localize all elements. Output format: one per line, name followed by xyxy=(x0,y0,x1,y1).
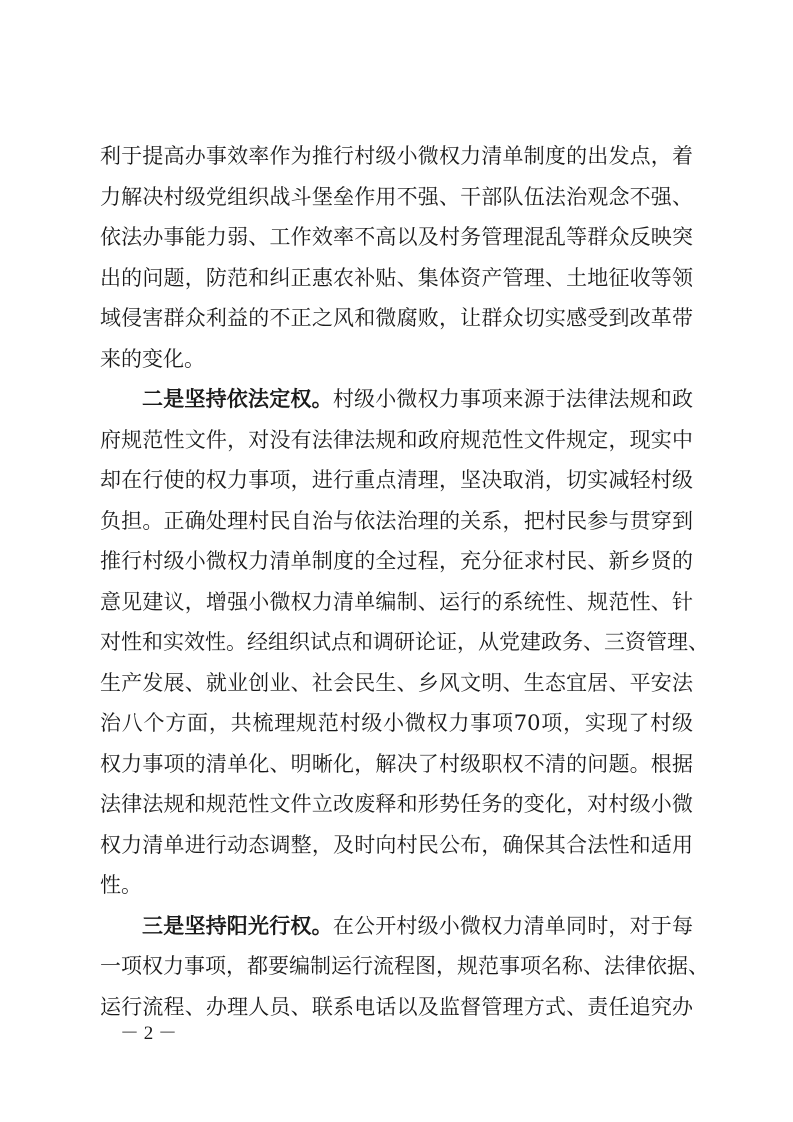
paragraph-line: 性。 xyxy=(100,873,142,897)
section-3-first-line xyxy=(142,907,693,945)
paragraph-line: 负担。正确处理村民自治与依法治理的关系，把村民参与贯穿到 xyxy=(100,509,693,533)
paragraph-text: 村级小微权力事项来源于法律法规和政 xyxy=(332,387,694,411)
paragraph-line: 却在行使的权力事项，进行重点清理，坚决取消，切实减轻村级 xyxy=(100,468,693,492)
paragraph-line: 生产发展、就业创业、社会民生、乡风文明、生态宜居、平安法 xyxy=(100,671,693,695)
paragraph-line: 府规范性文件，对没有法律法规和政府规范性文件规定，现实中 xyxy=(100,428,693,452)
section-3-heading: 三是坚持阳光行权。 xyxy=(142,914,333,938)
paragraph-line: 出的问题，防范和纠正惠农补贴、集体资产管理、土地征收等领 xyxy=(100,266,693,290)
paragraph-line: 一项权力事项，都要编制运行流程图，规范事项名称、法律依据、 xyxy=(100,954,709,978)
page-number: － 2 － xyxy=(120,1023,178,1044)
section-2-first-line xyxy=(142,380,693,418)
section-2-heading: 二是坚持依法定权。 xyxy=(142,387,333,411)
paragraph-line: 权力清单进行动态调整，及时向村民公布，确保其合法性和适用 xyxy=(100,833,693,857)
paragraph-line: 域侵害群众利益的不正之风和微腐败，让群众切实感受到改革带 xyxy=(100,306,693,330)
paragraph-line: 利于提高办事效率作为推行村级小微权力清单制度的出发点，着 xyxy=(100,144,693,168)
paragraph-line: 法律法规和规范性文件立改废释和形势任务的变化，对村级小微 xyxy=(100,792,693,816)
paragraph-line: 力解决村级党组织战斗堡垒作用不强、干部队伍法治观念不强、 xyxy=(100,185,693,209)
paragraph-line: 意见建议，增强小微权力清单编制、运行的系统性、规范性、针 xyxy=(100,590,693,614)
paragraph-line: 权力事项的清单化、明晰化，解决了村级职权不清的问题。根据 xyxy=(100,752,693,776)
paragraph-line: 推行村级小微权力清单制度的全过程，充分征求村民、新乡贤的 xyxy=(100,549,693,573)
paragraph-text: 在公开村级小微权力清单同时，对于每 xyxy=(332,914,694,938)
paragraph-line: 依法办事能力弱、工作效率不高以及村务管理混乱等群众反映突 xyxy=(100,225,693,249)
paragraph-line: 来的变化。 xyxy=(100,347,205,371)
paragraph-line: 治八个方面，共梳理规范村级小微权力事项70项，实现了村级 xyxy=(100,711,693,735)
paragraph-line: 运行流程、办理人员、联系电话以及监督管理方式、责任追究办 xyxy=(100,995,693,1019)
paragraph-line: 对性和实效性。经组织试点和调研论证，从党建政务、三资管理、 xyxy=(100,630,709,654)
